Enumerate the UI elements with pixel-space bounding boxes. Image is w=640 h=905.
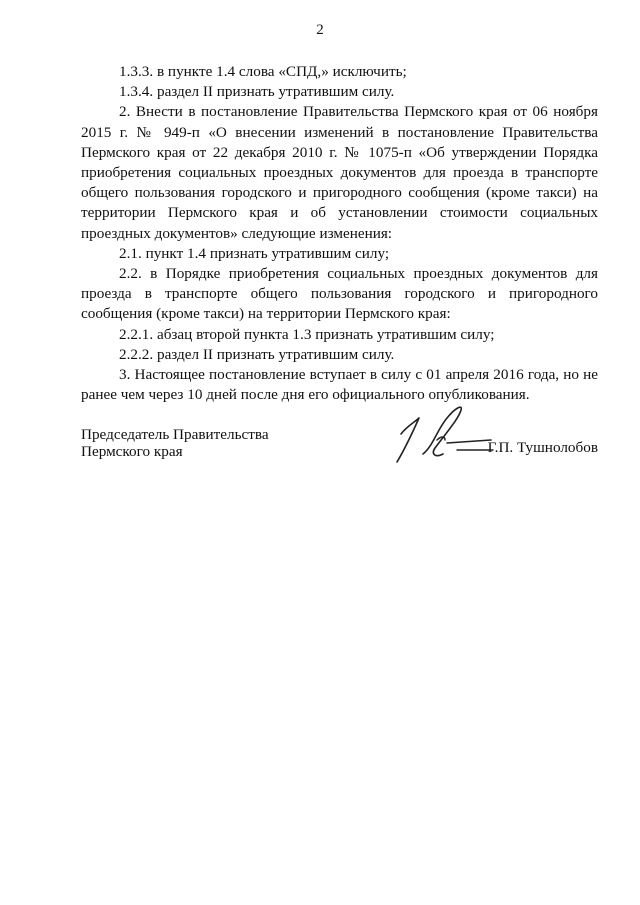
signatory-name: Г.П. Тушнолобов — [487, 439, 598, 456]
page-number: 2 — [316, 22, 324, 38]
paragraph-3: 3. Настоящее постановление вступает в силу с 01 апреля 2016 года, но не ранее чем через 10 дней после дня его официального опубликования. — [81, 366, 598, 404]
signatory-title — [81, 426, 269, 460]
paragraph-2-1: 2.1. пункт 1.4 признать утратившим силу; — [119, 244, 390, 262]
paragraph-2-2-1: 2.2.1. абзац второй пункта 1.3 признать утратившим силу; — [119, 325, 495, 343]
signatory-title-line-1: Председатель Правительства — [81, 426, 269, 443]
signature-block — [81, 426, 598, 486]
document-body — [81, 62, 598, 405]
signatory-title-line-2: Пермского края — [81, 443, 183, 460]
paragraph-2-2-2: 2.2.2. раздел II признать утратившим силу. — [119, 345, 395, 363]
paragraph-1-3-4: 1.3.4. раздел II признать утратившим силу. — [119, 83, 395, 101]
paragraph-2: 2. Внести в постановление Правительства Пермского края от 06 ноября 2015 г. № 949-п «О внесении изменений в постановление Правительства Пермского края от 22 декабря 2010 г. № 1075-п «Об утверждении Порядка приобретения социальных проездных документов для проезда в транспорте общего пользования городского и пригородного сообщения (кроме такси) на территории Пермского края и об установлении стоимости социальных проездных документов» следующие изменения: — [81, 103, 598, 242]
paragraph-2-2: 2.2. в Порядке приобретения социальных проездных документов для проезда в транспорте общего пользования городского и пригородного сообщения (кроме такси) на территории Пермского края: — [81, 265, 598, 323]
paragraph-1-3-3: 1.3.3. в пункте 1.4 слова «СПД,» исключить; — [119, 63, 407, 80]
